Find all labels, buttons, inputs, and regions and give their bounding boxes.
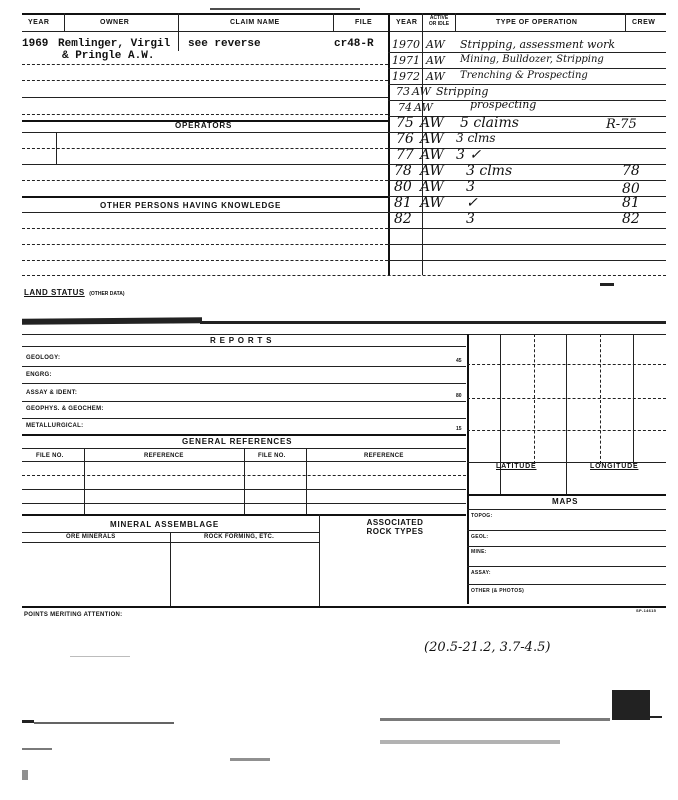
operators-label: OPERATORS: [175, 121, 233, 130]
op-type: 3 ✓: [456, 147, 482, 163]
op-type: 3: [466, 211, 475, 227]
op-status: AW: [420, 179, 444, 195]
op-status: AW: [420, 195, 444, 211]
op-status: AW: [426, 54, 445, 67]
op-type: prospecting: [470, 98, 537, 111]
report-geology-num: 45: [456, 358, 462, 364]
op-year: 81: [394, 195, 412, 211]
report-geology-label: GEOLOGY:: [26, 355, 61, 361]
genref-reference2-header: REFERENCE: [364, 453, 404, 459]
rock-forming-header: ROCK FORMING, ETC.: [204, 534, 275, 540]
op-type: Stripping, assessment work: [460, 38, 616, 51]
op-crew: 82: [622, 211, 640, 227]
report-assay-num: 80: [456, 393, 462, 399]
land-status-heading: LAND STATUS (OTHER DATA): [24, 288, 125, 297]
op-status: AW: [420, 115, 444, 131]
maps-assay-label: ASSAY:: [471, 570, 491, 576]
reports-title: R E P O R T S: [210, 336, 273, 345]
maps-topog-label: TOPOG:: [471, 513, 493, 519]
op-crew: R-75: [606, 117, 637, 132]
maps-geol-label: GEOL:: [471, 534, 489, 540]
op-type: 5 claims: [460, 115, 519, 131]
ore-minerals-header: ORE MINERALS: [66, 534, 116, 540]
op-crew: 81: [622, 195, 640, 211]
op-status: AW: [420, 163, 444, 179]
op-type: Stripping: [436, 85, 489, 98]
report-assay-label: ASSAY & IDENT:: [26, 390, 78, 396]
maps-other-label: OTHER (& PHOTOS): [471, 588, 525, 594]
longitude-label: LONGITUDE: [590, 463, 639, 470]
op-year: 76: [396, 131, 414, 147]
report-metallurgical-num: 15: [456, 426, 462, 432]
op-type: ✓: [466, 195, 478, 211]
op-type: 3: [466, 179, 475, 195]
report-metallurgical-label: METALLURGICAL:: [26, 423, 84, 429]
record-owner-line1: Remlinger, Virgil: [58, 38, 171, 50]
genref-file-no2-header: FILE NO.: [258, 453, 286, 459]
op-year: 77: [396, 147, 414, 163]
op-type: 3 clms: [466, 163, 513, 179]
maps-mine-label: MINE:: [471, 549, 487, 555]
col-header-year-ops: YEAR: [396, 19, 418, 26]
form-number: SP-14615: [636, 608, 657, 613]
record-year: 1969: [22, 38, 49, 50]
col-header-owner: OWNER: [100, 19, 130, 26]
points-meriting-attention-label: POINTS MERITING ATTENTION:: [24, 612, 123, 618]
op-year: 80: [394, 179, 412, 195]
col-header-active: ACTIVE OR IDLE: [428, 15, 450, 27]
op-crew: 78: [622, 163, 640, 179]
general-references-title: GENERAL REFERENCES: [182, 437, 293, 446]
op-year: 74: [398, 101, 412, 114]
op-type: 3 clms: [456, 131, 496, 145]
op-status: AW: [412, 85, 431, 98]
op-year: 82: [394, 211, 412, 227]
col-header-type-of-operation: TYPE OF OPERATION: [496, 19, 578, 26]
maps-title: MAPS: [552, 497, 579, 506]
op-year: 1971: [392, 54, 420, 67]
op-year: 1972: [392, 70, 420, 83]
latitude-label: LATITUDE: [496, 463, 537, 470]
op-type: Mining, Bulldozer, Stripping: [460, 54, 604, 65]
col-header-claim-name: CLAIM NAME: [230, 19, 280, 26]
col-header-file: FILE: [355, 19, 373, 26]
col-header-year: YEAR: [28, 19, 50, 26]
op-type: Trenching & Prospecting: [460, 70, 588, 81]
op-status: AW: [414, 101, 433, 114]
op-status: AW: [420, 131, 444, 147]
op-year: 78: [394, 163, 412, 179]
op-year: 1970: [392, 38, 420, 51]
op-status: AW: [426, 38, 445, 51]
report-engrg-label: ENGRG:: [26, 372, 52, 378]
record-owner-line2: & Pringle A.W.: [62, 50, 155, 62]
op-year: 75: [396, 115, 414, 131]
other-persons-label: OTHER PERSONS HAVING KNOWLEDGE: [100, 201, 282, 210]
coordinate-note: (20.5-21.2, 3.7-4.5): [424, 640, 551, 655]
op-status: AW: [420, 147, 444, 163]
associated-rock-types: ASSOCIATED ROCK TYPES: [366, 518, 424, 536]
genref-reference-header: REFERENCE: [144, 453, 184, 459]
op-crew: 80: [622, 181, 640, 197]
record-claim-name: see reverse: [188, 38, 261, 50]
record-file: cr48-R: [334, 38, 374, 50]
col-header-crew: CREW: [632, 19, 656, 26]
mineral-assemblage-title: MINERAL ASSEMBLAGE: [110, 520, 220, 529]
op-year: 73: [396, 85, 410, 98]
genref-file-no-header: FILE NO.: [36, 453, 64, 459]
report-geophys-label: GEOPHYS. & GEOCHEM:: [26, 406, 104, 412]
op-status: AW: [426, 70, 445, 83]
